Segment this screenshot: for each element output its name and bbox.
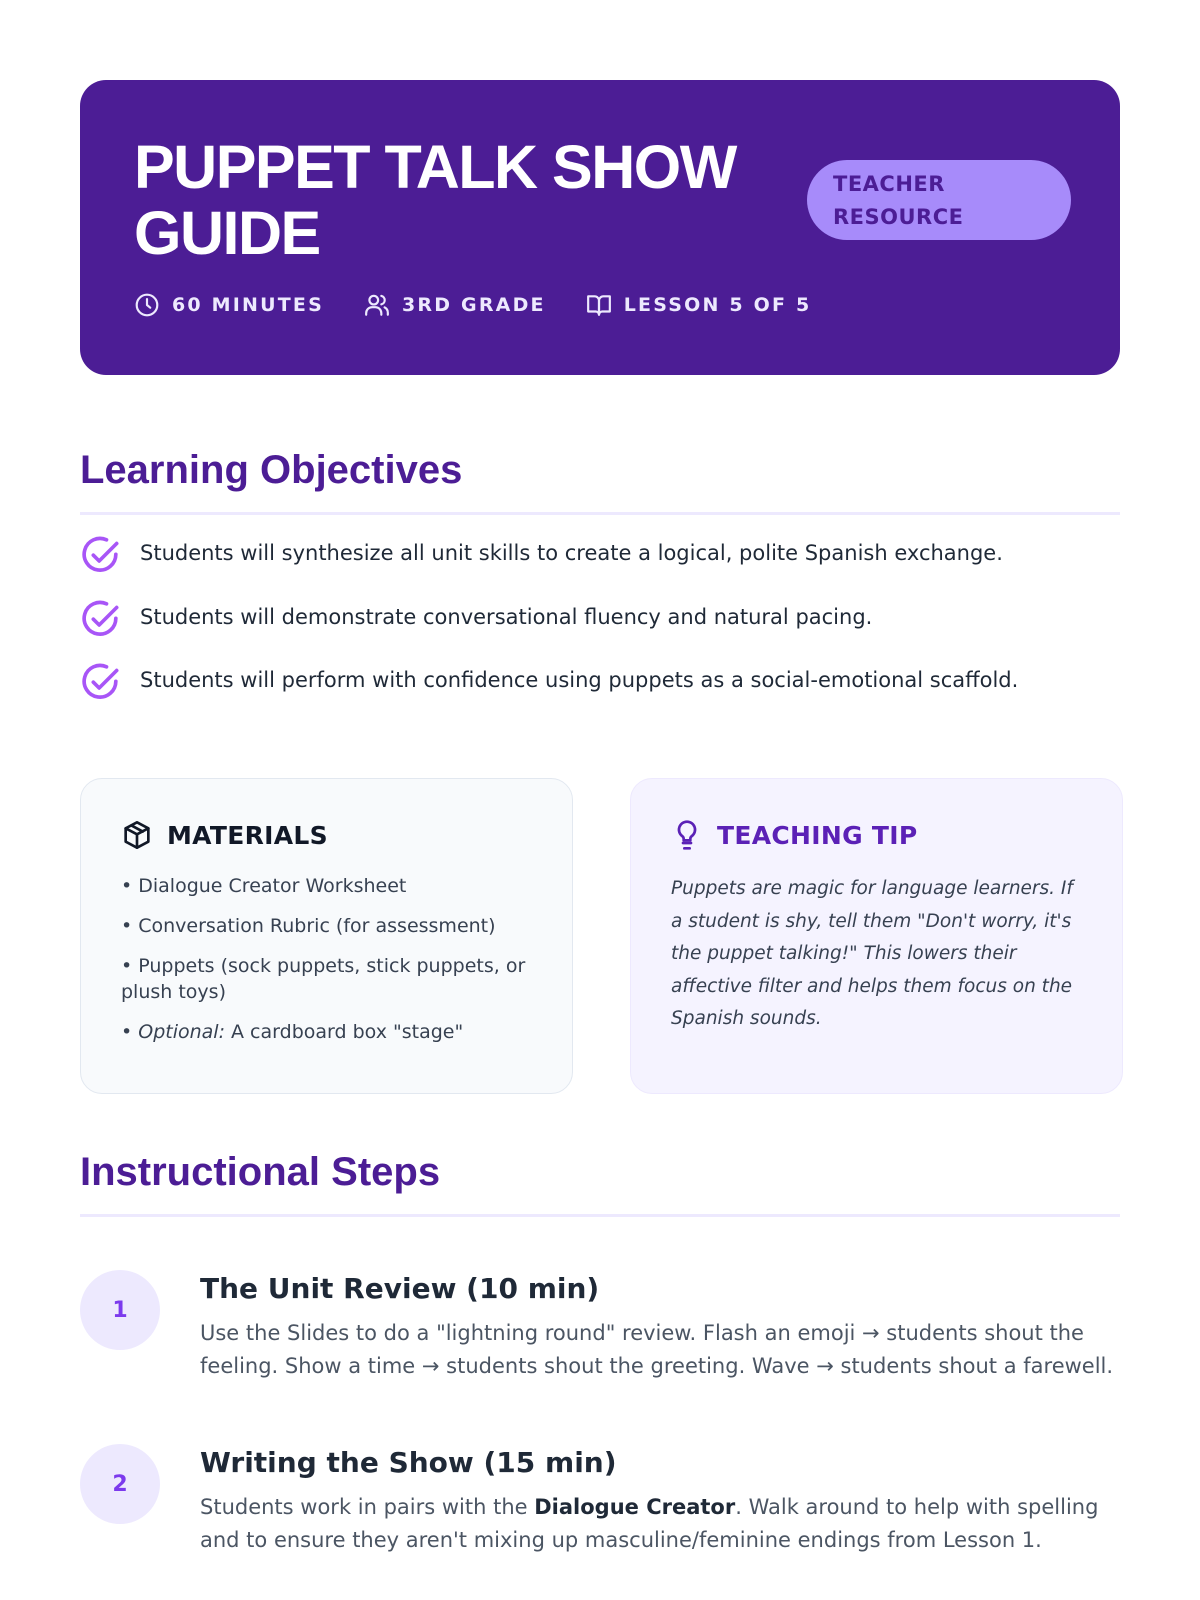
step-number: 1 — [80, 1270, 160, 1350]
lesson-meta — [134, 292, 811, 318]
tip-header — [671, 819, 1082, 851]
material-item: • Dialogue Creator Worksheet — [121, 873, 532, 899]
materials-title: MATERIALS — [167, 820, 328, 850]
material-item-optional — [121, 1019, 532, 1045]
teacher-resource-badge: TEACHER RESOURCE — [807, 160, 1071, 240]
check-circle-icon — [80, 663, 120, 703]
meta-lesson — [586, 292, 812, 318]
objective-item — [80, 538, 1120, 602]
objective-text: Students will perform with confidence using puppets as a social-emotional scaffold. — [140, 668, 1019, 692]
optional-label: Optional: — [138, 1021, 225, 1043]
optional-text: A cardboard box "stage" — [224, 1021, 464, 1043]
book-icon — [586, 292, 612, 318]
materials-card — [80, 778, 573, 1094]
objective-text: Students will demonstrate conversational fluency and natural pacing. — [140, 604, 873, 629]
material-item: • Puppets (sock puppets, stick puppets, or plush toys) — [121, 953, 532, 1005]
step-text-part: Students work in pairs with the — [200, 1495, 535, 1519]
tip-title: TEACHING TIP — [717, 820, 918, 850]
meta-grade-label: 3RD GRADE — [402, 294, 546, 316]
objectives-heading: Learning Objectives — [80, 448, 463, 492]
header-banner — [80, 80, 1120, 375]
meta-lesson-label: LESSON 5 OF 5 — [623, 294, 812, 316]
teaching-tip-card — [630, 778, 1123, 1094]
step-body — [200, 1272, 1120, 1383]
lightbulb-icon — [671, 819, 703, 851]
objective-item — [80, 665, 1120, 729]
page-title: PUPPET TALK SHOW GUIDE — [134, 133, 736, 267]
meta-duration-label: 60 MINUTES — [172, 294, 324, 316]
steps-list — [80, 1270, 1120, 1600]
users-icon — [364, 292, 390, 318]
materials-header — [121, 819, 532, 851]
objectives-divider — [80, 512, 1120, 515]
material-item: • Conversation Rubric (for assessment) — [121, 913, 532, 939]
meta-duration — [134, 292, 324, 318]
steps-divider — [80, 1214, 1120, 1217]
materials-list — [121, 873, 532, 1045]
objective-item — [80, 602, 1120, 666]
check-circle-icon — [80, 600, 120, 640]
step-text: Use the Slides to do a "lightning round" review. Flash an emoji → students shout the feeling. Show a time → students shout the greeting. Wave → students shout a farewell. — [200, 1321, 1114, 1378]
box-icon — [121, 819, 153, 851]
objective-text: Students will synthesize all unit skills to create a logical, polite Spanish exchange. — [140, 541, 1003, 565]
tip-text: Puppets are magic for language learners. If a student is shy, tell them "Don't worry, it's the puppet talking!" This lowers their affective filter and helps them focus on the Spanish sounds. — [671, 878, 1073, 1029]
clock-icon — [134, 292, 160, 318]
step-title: The Unit Review (10 min) — [200, 1272, 600, 1305]
step-text-part: . Walk around to help with spelling and to ensure they aren't mixing up masculine/feminine endings from Lesson 1. — [200, 1495, 1099, 1552]
objectives-list — [80, 538, 1120, 729]
step-title: Writing the Show (15 min) — [200, 1446, 617, 1479]
step-item — [80, 1444, 1120, 1600]
dialogue-creator-emphasis: Dialogue Creator — [534, 1495, 736, 1519]
steps-heading: Instructional Steps — [80, 1150, 441, 1194]
step-number: 2 — [80, 1444, 160, 1524]
meta-grade — [364, 292, 546, 318]
step-text — [200, 1491, 1120, 1557]
check-circle-icon — [80, 536, 120, 576]
step-item — [80, 1270, 1120, 1444]
step-body — [200, 1446, 1120, 1557]
